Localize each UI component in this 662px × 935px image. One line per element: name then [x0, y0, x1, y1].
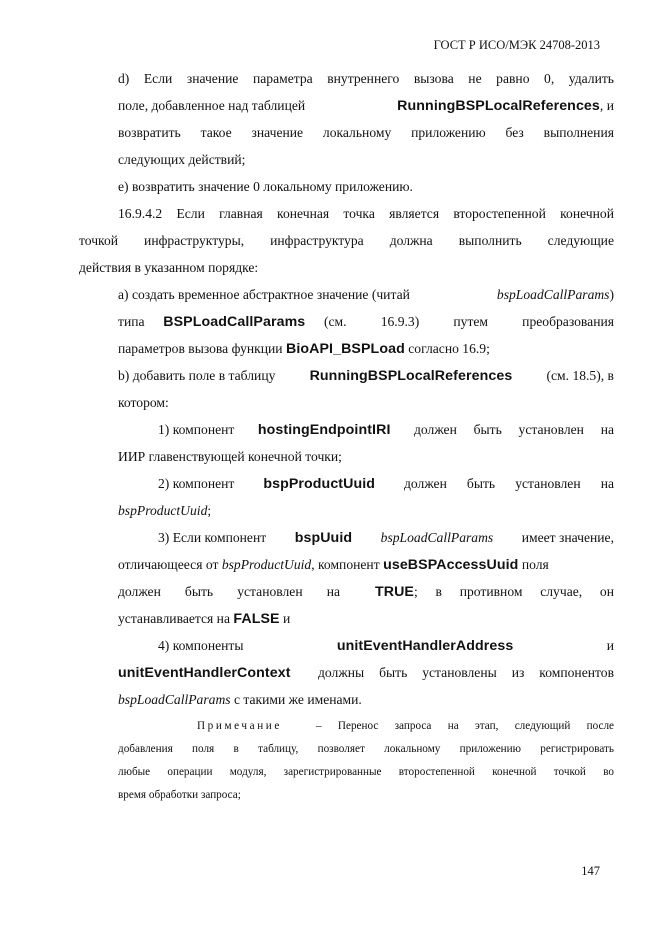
italic-term: bspLoadCallParams [118, 692, 231, 707]
text-span: возвратить такое значение локальному приложению без выполнения [118, 125, 614, 140]
text-line [118, 610, 614, 628]
code-term: unitEventHandlerContext [118, 665, 291, 681]
text-span: действия в указанном порядке: [79, 260, 259, 275]
note-text: – Перенос запроса на этап, следующий после [316, 720, 614, 732]
text-line [118, 340, 614, 358]
italic-term: bspLoadCallParams [496, 287, 610, 302]
text-line [118, 97, 614, 115]
text-span: имеет значение, [521, 530, 614, 545]
text-span: b) добавить поле в таблицу [118, 368, 276, 383]
text-span: должен быть установлен на [414, 422, 614, 437]
text-line [118, 205, 614, 223]
text-line [118, 124, 614, 142]
note-text: добавления поля в таблицу, позволяет локальному приложению регистрировать [118, 743, 614, 755]
text-line [118, 394, 614, 412]
note-label: Примечание [197, 720, 282, 732]
text-line [118, 178, 614, 196]
italic-term: bspProductUuid [221, 557, 312, 572]
text-span: ; в противном случае, он [414, 584, 614, 599]
text-span: должен быть установлен на [404, 476, 614, 491]
text-line [118, 691, 614, 709]
text-span: с такими же именами. [233, 692, 362, 707]
text-span: 1) компонент [158, 422, 235, 437]
text-line [79, 259, 614, 277]
text-span: d) Если значение параметра внутреннего вызова не равно 0, удалить [118, 71, 614, 86]
text-span: 4) компоненты [158, 638, 244, 653]
text-span: e) возвратить значение 0 локальному приложению. [118, 179, 413, 194]
note-line [118, 741, 614, 757]
page-number: 147 [581, 864, 600, 878]
note-text: любые операции модуля, зарегистрированные второстепенной конечной точкой во [118, 766, 614, 778]
code-term: FALSE [233, 611, 280, 627]
text-span: отличающееся от [118, 557, 219, 572]
text-span: должен быть установлен на [118, 584, 340, 599]
text-line [118, 367, 614, 385]
document-header: ГОСТ Р ИСО/МЭК 24708-2013 [433, 38, 600, 52]
text-span: (см. 18.5), в [546, 368, 614, 383]
text-span: ; [207, 503, 212, 518]
text-span: согласно 16.9; [408, 341, 490, 356]
text-span: ИИР главенствующей конечной точки; [118, 449, 342, 464]
text-span: ) [609, 287, 614, 302]
text-span: и [283, 611, 291, 626]
text-span: 2) компонент [158, 476, 235, 491]
text-line [118, 448, 614, 466]
text-line [158, 421, 614, 439]
note-line [197, 718, 614, 734]
text-span: точкой инфраструктуры, инфраструктура должна выполнить следующие [79, 233, 614, 248]
text-span: котором: [118, 395, 169, 410]
text-span: 16.9.4.2 Если главная конечная точка является второстепенной конечной [118, 206, 614, 221]
code-term: bspUuid [294, 530, 353, 546]
code-term: BioAPI_BSPLoad [285, 341, 405, 357]
code-term: TRUE [374, 584, 414, 600]
italic-term: bspLoadCallParams [380, 530, 494, 545]
text-span: поля [521, 557, 549, 572]
text-line [158, 637, 614, 655]
note-line [118, 787, 614, 803]
code-term: useBSPAccessUuid [383, 557, 519, 573]
text-line [118, 151, 614, 169]
text-span: a) создать временное абстрактное значение (читай [118, 287, 410, 302]
text-line [118, 502, 614, 520]
text-line [158, 475, 614, 493]
code-term: unitEventHandlerAddress [336, 638, 514, 654]
text-span: типа [118, 314, 145, 329]
text-span: устанавливается на [118, 611, 230, 626]
text-span: 3) Если компонент [158, 530, 267, 545]
text-line [118, 313, 614, 331]
text-span: параметров вызова функции [118, 341, 283, 356]
text-line [118, 583, 614, 601]
text-span: , компонент [311, 557, 380, 572]
text-line [158, 529, 614, 547]
text-span: и [606, 638, 614, 653]
code-term: hostingEndpointIRI [257, 422, 391, 438]
text-span: поле, добавленное над таблицей [118, 98, 306, 113]
note-text: время обработки запроса; [118, 789, 241, 801]
text-line [118, 556, 614, 574]
code-term: RunningBSPLocalReferences [397, 98, 600, 114]
text-span: должны быть установлены из компонентов [318, 665, 614, 680]
text-span: , и [599, 98, 614, 113]
text-line [79, 232, 614, 250]
text-line [118, 664, 614, 682]
note-line [118, 764, 614, 780]
text-line [118, 70, 614, 88]
code-term: RunningBSPLocalReferences [309, 368, 513, 384]
code-term: bspProductUuid [263, 476, 376, 492]
text-line [118, 286, 614, 304]
text-span: следующих действий; [118, 152, 246, 167]
text-span: (см. 16.9.3) путем преобразования [324, 314, 614, 329]
code-term: BSPLoadCallParams [163, 314, 306, 330]
italic-term: bspProductUuid [118, 503, 208, 518]
